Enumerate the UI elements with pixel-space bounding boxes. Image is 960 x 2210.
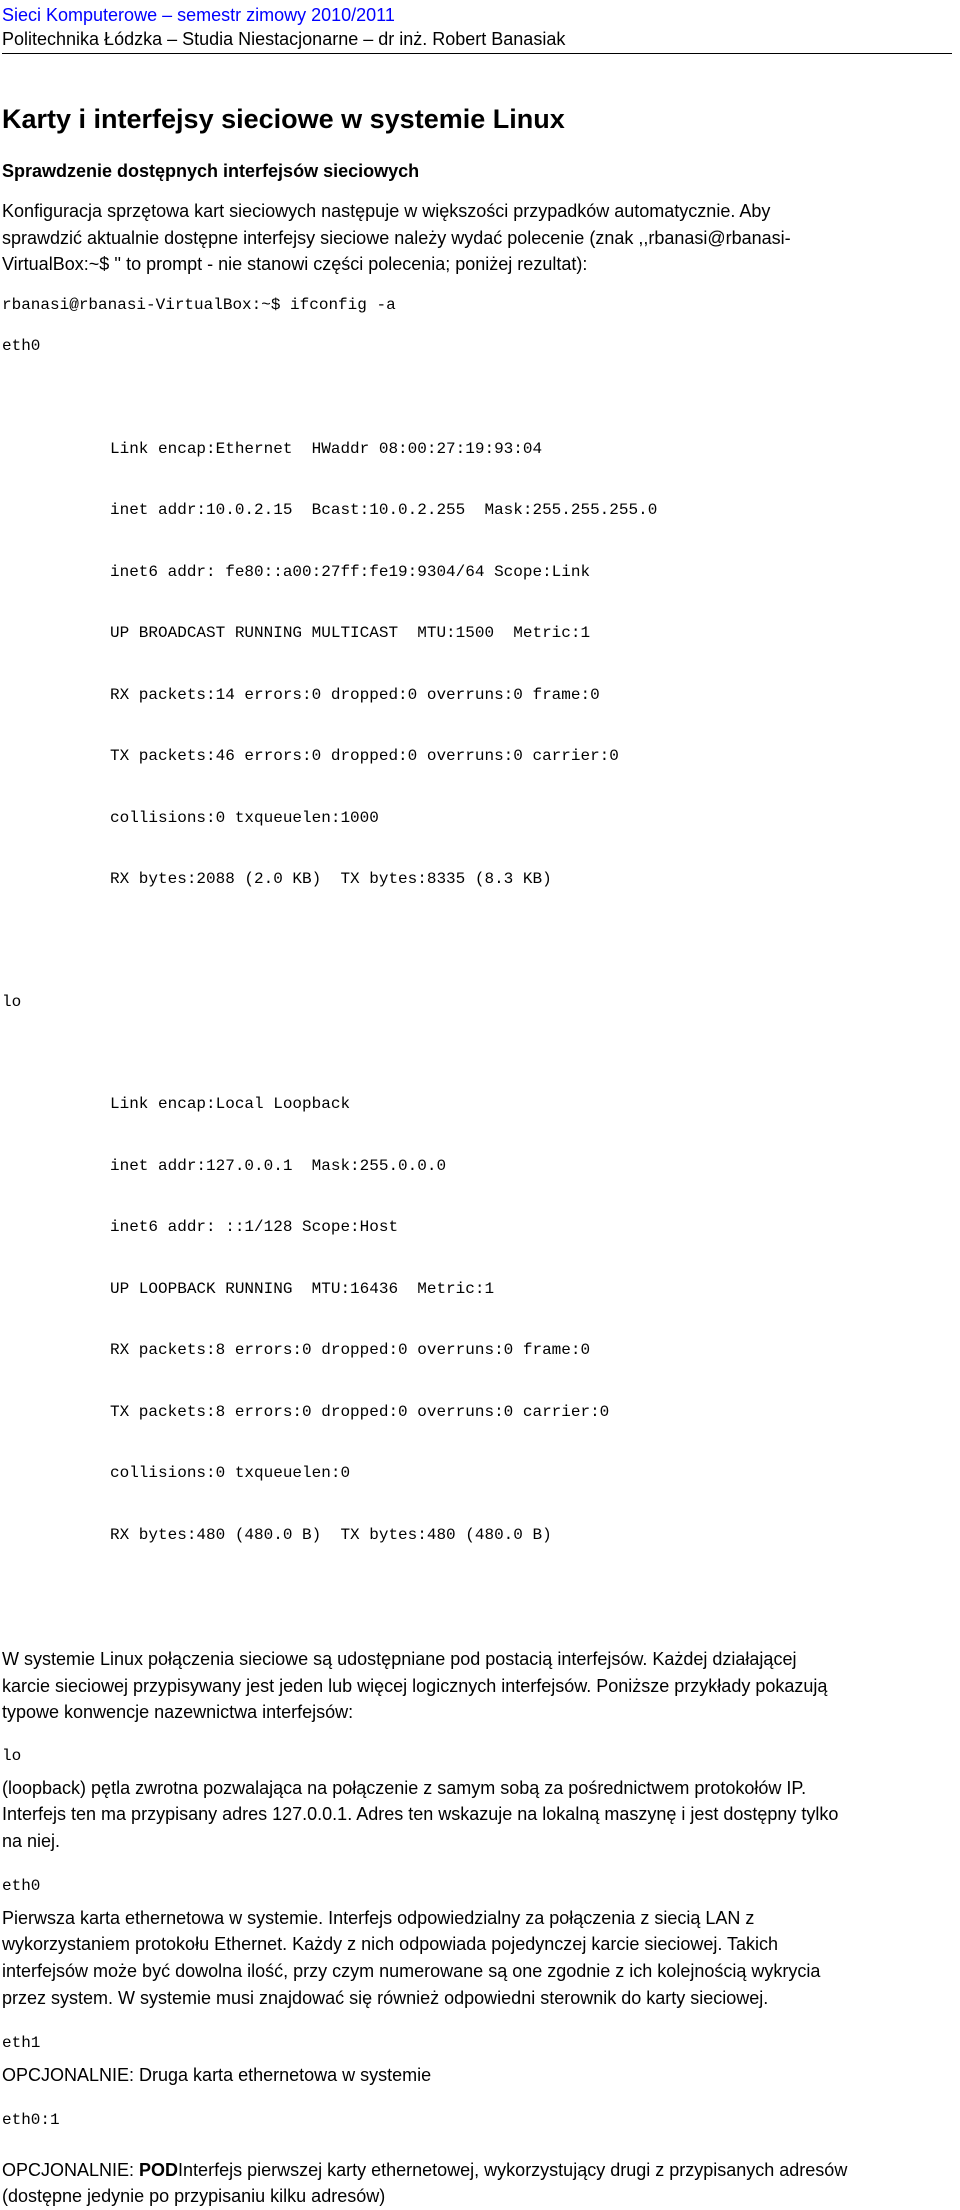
eth1-interface-label: eth1 — [2, 2034, 41, 2053]
ifconfig-line: UP LOOPBACK RUNNING MTU:16436 Metric:1 — [110, 1279, 495, 1298]
interface-name: lo — [2, 992, 22, 1011]
ifconfig-line: RX packets:14 errors:0 dropped:0 overruns:0 frame:0 — [110, 685, 600, 704]
eth0-1-description — [2, 2157, 952, 2210]
intro-line: VirtualBox:~$ '' to prompt - nie stanowi części polecenia; poniżej rezultat): — [2, 254, 588, 275]
ifconfig-lo-block — [2, 992, 952, 1628]
eth0-description — [2, 1905, 952, 2011]
ifconfig-line: inet6 addr: fe80::a00:27ff:fe19:9304/64 Scope:Link — [110, 562, 591, 581]
ifconfig-line: Link encap:Local Loopback — [110, 1095, 351, 1114]
conventions-line: karcie sieciowej przypisywany jest jeden lub więcej logicznych interfejsów. Poniższe przykłady pokazują — [2, 1675, 828, 1696]
lo-description — [2, 1775, 952, 1855]
description-line: Pierwsza karta ethernetowa w systemie. Interfejs odpowiedzialny za połączenia z siecią LAN z — [2, 1907, 755, 1928]
section-heading: Sprawdzenie dostępnych interfejsów sieciowych — [2, 161, 420, 181]
description-line: (dostępne jedynie po przypisaniu kilku adresów) — [2, 2186, 386, 2207]
document-title: Karty i interfejsy sieciowe w systemie Linux — [2, 104, 565, 134]
conventions-line: typowe konwencje nazewnictwa interfejsów: — [2, 1702, 354, 1723]
page-header — [2, 0, 952, 54]
eth0-interface-label: eth0 — [2, 1877, 41, 1896]
ifconfig-line: RX bytes:480 (480.0 B) TX bytes:480 (480.0 B) — [110, 1525, 552, 1544]
ifconfig-line: UP BROADCAST RUNNING MULTICAST MTU:1500 Metric:1 — [110, 624, 591, 643]
intro-line: sprawdzić aktualnie dostępne interfejsy sieciowe należy wydać polecenie (znak ,,rbanasi@rbanasi- — [2, 227, 791, 248]
ifconfig-eth0-block — [2, 336, 952, 972]
ifconfig-line: collisions:0 txqueuelen:0 — [110, 1464, 351, 1483]
ifconfig-line: collisions:0 txqueuelen:1000 — [110, 808, 379, 827]
optional-prefix: OPCJONALNIE: — [2, 2159, 140, 2180]
description-line: na niej. — [2, 1830, 61, 1851]
interface-name: eth0 — [2, 337, 41, 356]
conventions-intro — [2, 1646, 952, 1726]
lo-interface-label: lo — [2, 1747, 22, 1766]
description-rest: Interfejs pierwszej karty ethernetowej, wykorzystujący drugi z przypisanych adresów — [178, 2159, 848, 2180]
ifconfig-line: RX packets:8 errors:0 dropped:0 overruns:0 frame:0 — [110, 1341, 591, 1360]
document-page — [2, 0, 952, 2210]
description-line: Interfejs ten ma przypisany adres 127.0.0.1. Adres ten wskazuje na lokalną maszynę i jest dostępny tylko — [2, 1804, 839, 1825]
university-line: Politechnika Łódzka – Studia Niestacjonarne – dr inż. Robert Banasiak — [2, 28, 952, 54]
course-title: Sieci Komputerowe – semestr zimowy 2010/2011 — [2, 5, 395, 25]
eth0-1-interface-label: eth0:1 — [2, 2111, 60, 2130]
intro-paragraph — [2, 198, 952, 278]
intro-line: Konfiguracja sprzętowa kart sieciowych następuje w większości przypadków automatycznie. Aby — [2, 201, 771, 221]
description-line: wykorzystaniem protokołu Ethernet. Każdy z nich odpowiada pojedynczej karcie sieciowej. Takich — [2, 1934, 779, 1955]
description-line: (loopback) pętla zwrotna pozwalająca na połączenie z samym sobą za pośrednictwem protokołów IP. — [2, 1777, 807, 1798]
bold-word: POD — [139, 2159, 179, 2180]
shell-command: rbanasi@rbanasi-VirtualBox:~$ ifconfig -a — [2, 295, 396, 314]
ifconfig-line: TX packets:46 errors:0 dropped:0 overruns:0 carrier:0 — [110, 747, 619, 766]
ifconfig-line: inet addr:10.0.2.15 Bcast:10.0.2.255 Mask:255.255.255.0 — [110, 501, 658, 520]
ifconfig-line: inet6 addr: ::1/128 Scope:Host — [110, 1218, 399, 1237]
description-line: przez system. W systemie musi znajdować się również odpowiedni sterownik do karty sieciowej. — [2, 1987, 769, 2008]
eth1-description: OPCJONALNIE: Druga karta ethernetowa w systemie — [2, 2064, 432, 2085]
conventions-line: W systemie Linux połączenia sieciowe są udostępniane pod postacią interfejsów. Każdej działającej — [2, 1649, 797, 1670]
ifconfig-line: Link encap:Ethernet HWaddr 08:00:27:19:93:04 — [110, 439, 543, 458]
ifconfig-line: TX packets:8 errors:0 dropped:0 overruns:0 carrier:0 — [110, 1402, 610, 1421]
description-line — [2, 2157, 952, 2184]
description-line: interfejsów może być dowolna ilość, przy czym numerowane są one zgodnie z ich kolejnością wykrycia — [2, 1961, 821, 1982]
ifconfig-line: inet addr:127.0.0.1 Mask:255.0.0.0 — [110, 1156, 447, 1175]
ifconfig-line: RX bytes:2088 (2.0 KB) TX bytes:8335 (8.3 KB) — [110, 870, 552, 889]
